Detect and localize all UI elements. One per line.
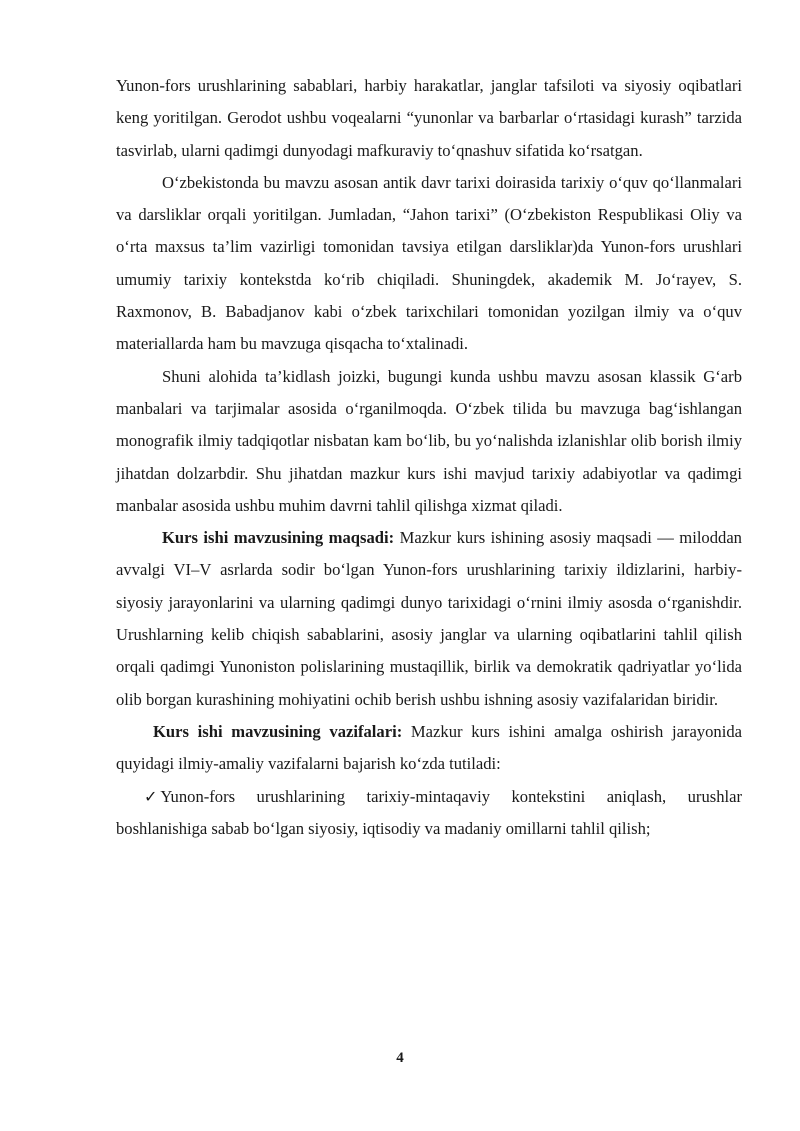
page-number: 4 xyxy=(396,1050,404,1066)
course-tasks-heading: Kurs ishi mavzusining vazifalari: xyxy=(153,721,403,741)
paragraph-intro-continuation: Yunon-fors urushlarining sabablari, harbiy harakatlar, janglar tafsiloti va siyosiy oqibatlari keng yoritilgan. Gerodot ushbu voqealarni “yunonlar va barbarlar o‘rtasidagi kurash” tarzida tasvirlab, ularni qadimgi dunyodagi mafkuraviy to‘qnashuv sifatida ko‘rsatgan. xyxy=(116,76,742,160)
checkmark-icon: ✓ xyxy=(144,786,158,806)
paragraph-course-tasks xyxy=(116,716,742,781)
paragraph-research-relevance: Shuni alohida ta’kidlash joizki, bugungi kunda ushbu mavzu asosan klassik G‘arb manbalari va tarjimalar asosida o‘rganilmoqda. O‘zbek tilida bu mavzuga bag‘ishlangan monografik ilmiy tadqiqotlar nisbatan kam bo‘lib, bu yo‘nalishda izlanishlar olib borish ilmiy jihatdan dolzarbdir. Shu jihatdan mazkur kurs ishi mavjud tarixiy adabiyotlar va qadimgi manbalar asosida ushbu muhim davrni tahlil qilishga xizmat qiladi. xyxy=(116,366,742,515)
paragraph-uzbekistan-literature: O‘zbekistonda bu mavzu asosan antik davr tarixi doirasida tarixiy o‘quv qo‘llanmalari va darsliklar orqali yoritilgan. Jumladan, “Jahon tarixi” (O‘zbekiston Respublikasi Oliy va o‘rta maxsus ta’lim vazirligi tomonidan tavsiya etilgan darsliklar)da Yunon-fors urushlari umumiy tarixiy kontekstda ko‘rib chiqiladi. Shuningdek, akademik M. Jo‘rayev, S. Raxmonov, B. Babadjanov kabi o‘zbek tarixchilari tomonidan yozilgan ilmiy va o‘quv materiallarda ham bu mavzuga qisqacha to‘xtalinadi. xyxy=(116,172,742,354)
document-page xyxy=(116,70,742,845)
task-list-item-text: Yunon-fors urushlarining tarixiy-mintaqaviy kontekstini aniqlash, urushlar boshlanishiga sabab bo‘lgan siyosiy, iqtisodiy va madaniy omillarni tahlil qilish; xyxy=(116,786,742,838)
paragraph-course-goal xyxy=(116,522,742,716)
task-list-item xyxy=(116,781,742,846)
course-goal-heading: Kurs ishi mavzusining maqsadi: xyxy=(162,528,395,548)
course-tasks-body: Mazkur kurs ishini amalga oshirish jarayonida quyidagi ilmiy-amaliy vazifalarni bajarish ko‘zda tutiladi: xyxy=(116,721,742,774)
course-goal-body: Mazkur kurs ishining asosiy maqsadi — miloddan avvalgi VI–V asrlarda sodir bo‘lgan Yunon-fors urushlarining tarixiy ildizlarini, harbiy-siyosiy jarayonlarini va ularning qadimgi dunyo tarixidagi o‘rnini ilmiy asosda o‘rganishdir. Urushlarning kelib chiqish sabablarini, asosiy janglar va ularning oqibatlarini tahlil qilish orqali qadimgi Yunoniston polislarining mustaqillik, birlik va demokratik qadriyatlar yo‘lida olib borgan kurashining mohiyatini ochib berish ushbu ishning asosiy vazifalaridan biridir. xyxy=(116,528,742,709)
